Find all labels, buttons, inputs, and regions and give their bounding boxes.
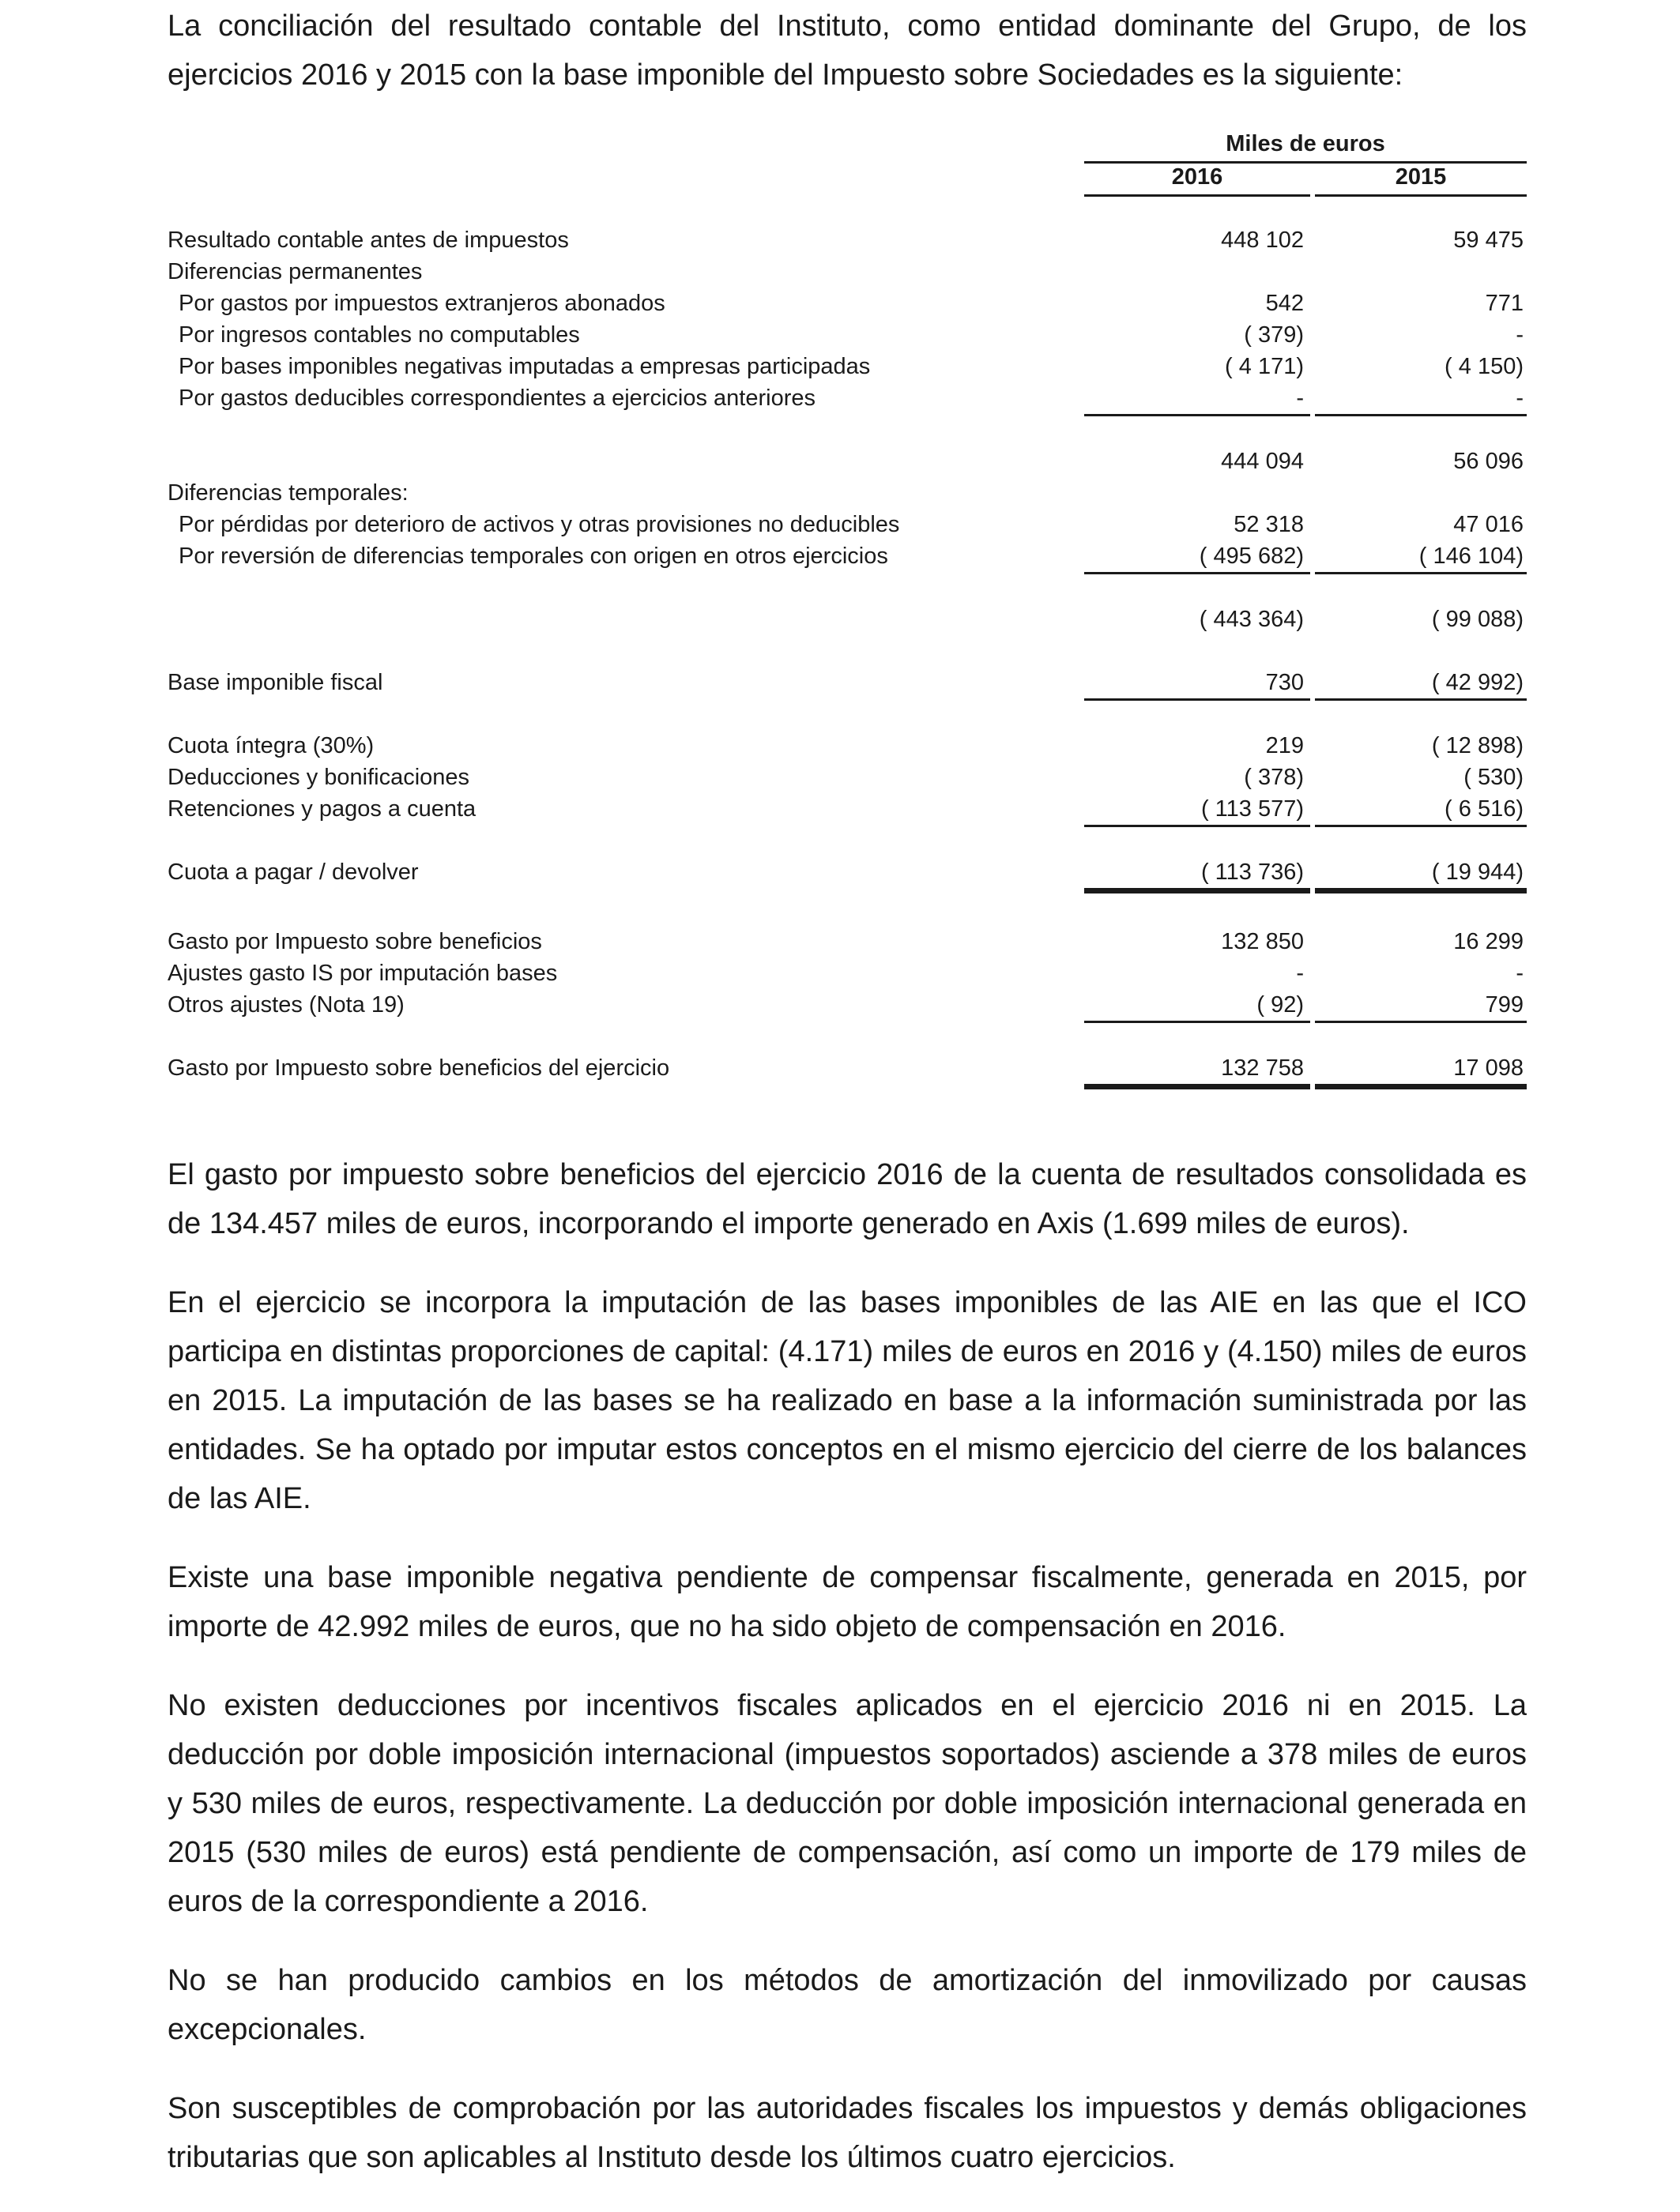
table-row [168, 354, 1527, 386]
value-2015: ( 99 088) [1431, 607, 1524, 632]
value-2015: ( 146 104) [1418, 544, 1524, 569]
subtotal-rule-2016 [1084, 825, 1310, 827]
value-2015: ( 42 992) [1431, 670, 1524, 695]
subtotal-rule-2015 [1315, 414, 1527, 416]
value-2016: 52 318 [1234, 512, 1304, 537]
paragraph: En el ejercicio se incorpora la imputación de las bases imponibles de las AIE en las que el ICO participa en distintas proporciones de capital: (4.171) miles de euros en 2016 y (4.150) miles de euros en 2015. La imputación de las bases se ha realizado en base a la información suministrada por las entidades. Se ha optado por imputar estos conceptos en el mismo ejercicio del cierre de los balances de las AIE. [168, 1286, 1527, 1515]
total-rule-2015 [1315, 888, 1527, 893]
value-2015: - [1516, 961, 1524, 986]
subtotal-rule-2015 [1315, 1021, 1527, 1023]
value-2015: 17 098 [1453, 1055, 1524, 1081]
row-label: Cuota a pagar / devolver [168, 860, 419, 885]
paragraph: No existen deducciones por incentivos fiscales aplicados en el ejercicio 2016 ni en 2015. La deducción por doble imposición internacional (impuestos soportados) asciende a 378 miles de euros y 530 miles de euros, respectivamente. La deducción por doble imposición internacional generada en 2015 (530 miles de euros) está pendiente de compensación, así como un importe de 179 miles de euros de la correspondiente a 2016. [168, 1689, 1527, 1918]
subtotal-rule-2016 [1084, 572, 1310, 574]
row-label: Resultado contable antes de impuestos [168, 228, 569, 253]
value-2015: 799 [1485, 992, 1524, 1018]
value-2016: 448 102 [1221, 228, 1304, 253]
subtotal-rule-2015 [1315, 698, 1527, 701]
value-2016: 730 [1265, 670, 1304, 695]
value-2016: ( 378) [1244, 765, 1304, 790]
row-label: Otros ajustes (Nota 19) [168, 992, 405, 1018]
row-label: Cuota íntegra (30%) [168, 733, 375, 758]
total-rule-2016 [1084, 888, 1310, 893]
row-label: Gasto por Impuesto sobre beneficios [168, 929, 542, 954]
subtotal-rule-2015 [1315, 572, 1527, 574]
subtotal-rule-2016 [1084, 414, 1310, 416]
value-2016: ( 113 736) [1200, 860, 1304, 885]
value-2016: 542 [1265, 291, 1304, 316]
row-label: Por pérdidas por deterioro de activos y otras provisiones no deducibles [179, 512, 900, 537]
value-2016: 132 850 [1221, 929, 1304, 954]
table-row [168, 860, 1527, 891]
paragraph: Son susceptibles de comprobación por las autoridades fiscales los impuestos y demás obligaciones tributarias que son aplicables al Instituto desde los últimos cuatro ejercicios. [168, 2092, 1527, 2174]
value-2015: 771 [1485, 291, 1524, 316]
table-row [168, 929, 1527, 961]
unit-header: Miles de euros [1226, 131, 1385, 156]
value-2016: - [1296, 386, 1304, 411]
paragraph: El gasto por impuesto sobre beneficios del ejercicio 2016 de la cuenta de resultados consolidada es de 134.457 miles de euros, incorporando el importe generado en Axis (1.699 miles de euros). [168, 1158, 1527, 1240]
value-2015: ( 12 898) [1431, 733, 1524, 758]
total-rule-2015 [1315, 1084, 1527, 1089]
table-row [168, 961, 1527, 992]
value-2016: ( 113 577) [1200, 796, 1304, 822]
row-label: Retenciones y pagos a cuenta [168, 796, 477, 822]
total-rule-2016 [1084, 1084, 1310, 1089]
value-2016: 219 [1265, 733, 1304, 758]
value-2015: 16 299 [1453, 929, 1524, 954]
table-row [168, 733, 1527, 765]
notes-section [168, 1150, 1527, 2212]
table-row [168, 544, 1527, 575]
value-2015: - [1516, 386, 1524, 411]
table-row [168, 228, 1527, 259]
paragraph: No se han producido cambios en los métodos de amortización del inmovilizado por causas excepcionales. [168, 1964, 1527, 2046]
value-2015: ( 6 516) [1445, 796, 1524, 822]
value-2016: 132 758 [1221, 1055, 1304, 1081]
value-2016: ( 92) [1256, 992, 1304, 1018]
subtotal-row [168, 607, 1527, 638]
row-label: Deducciones y bonificaciones [168, 765, 470, 790]
value-2015: - [1516, 322, 1524, 348]
table-row [168, 992, 1527, 1024]
row-label: Por gastos por impuestos extranjeros abonados [179, 291, 665, 316]
row-label: Por ingresos contables no computables [179, 322, 580, 348]
header-rule-2015 [1315, 194, 1527, 197]
header-rule-2016 [1084, 194, 1310, 197]
table-row [168, 796, 1527, 828]
value-2015: 47 016 [1453, 512, 1524, 537]
table-row [168, 291, 1527, 322]
value-2016: ( 443 364) [1199, 607, 1304, 632]
row-label: Ajustes gasto IS por imputación bases [168, 961, 558, 986]
table-row [168, 386, 1527, 417]
subtotal-rule-2016 [1084, 1021, 1310, 1023]
subtotal-rule-2016 [1084, 698, 1310, 701]
value-2015: ( 530) [1463, 765, 1524, 790]
value-2015: ( 4 150) [1445, 354, 1524, 379]
row-label: Diferencias permanentes [168, 259, 423, 284]
value-2015: ( 19 944) [1431, 860, 1524, 885]
row-label: Diferencias temporales: [168, 480, 409, 506]
row-label: Por reversión de diferencias temporales con origen en otros ejercicios [179, 544, 888, 569]
subtotal-rule-2015 [1315, 825, 1527, 827]
value-2015: 59 475 [1453, 228, 1524, 253]
subtotal-row [168, 449, 1527, 480]
table-row [168, 1055, 1527, 1087]
header-rule [1084, 161, 1527, 164]
value-2016: ( 495 682) [1199, 544, 1304, 569]
table-row [168, 765, 1527, 796]
table-row [168, 322, 1527, 354]
value-2016: 444 094 [1221, 449, 1304, 474]
table-row [168, 480, 1527, 512]
paragraph: Existe una base imponible negativa pendiente de compensar fiscalmente, generada en 2015, por importe de 42.992 miles de euros, que no ha sido objeto de compensación en 2016. [168, 1561, 1527, 1643]
column-header-2015: 2015 [1395, 164, 1447, 190]
value-2015: 56 096 [1453, 449, 1524, 474]
intro-paragraph: La conciliación del resultado contable del Instituto, como entidad dominante del Grupo, de los ejercicios 2016 y 2015 con la base imponible del Impuesto sobre Sociedades es la siguiente: [168, 9, 1527, 92]
row-label: Gasto por Impuesto sobre beneficios del ejercicio [168, 1055, 670, 1081]
table-row [168, 670, 1527, 702]
column-header-2016: 2016 [1171, 164, 1223, 190]
value-2016: ( 379) [1244, 322, 1304, 348]
row-label: Por gastos deducibles correspondientes a ejercicios anteriores [179, 386, 816, 411]
value-2016: ( 4 171) [1225, 354, 1304, 379]
table-row [168, 512, 1527, 544]
row-label: Por bases imponibles negativas imputadas a empresas participadas [179, 354, 871, 379]
table-row [168, 259, 1527, 291]
value-2016: - [1296, 961, 1304, 986]
row-label: Base imponible fiscal [168, 670, 383, 695]
